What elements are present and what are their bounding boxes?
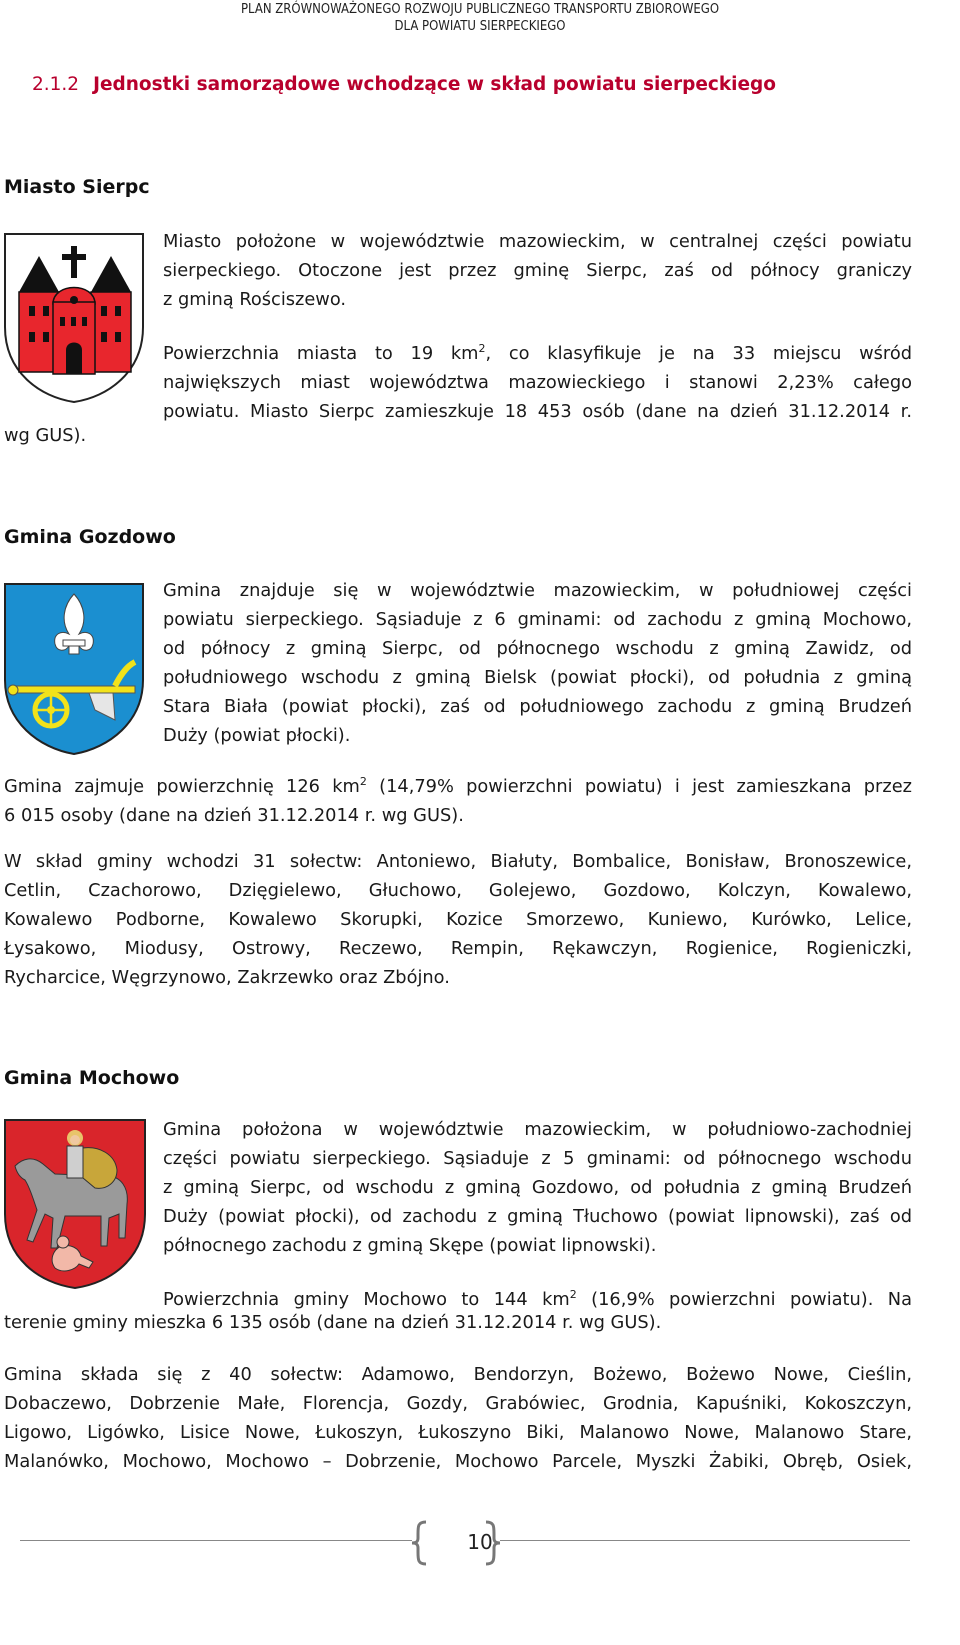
text-line: 6 015 osoby (dane na dzień 31.12.2014 r. wg GUS).: [4, 804, 464, 826]
gozdowo-coat-of-arms-image: [3, 582, 145, 756]
superscript: 2: [569, 1288, 577, 1301]
heading-sierpc: Miasto Sierpc: [4, 176, 150, 198]
gozdowo-paragraph-3: [4, 847, 912, 992]
text-run: Powierzchnia gminy Mochowo to 144 km: [163, 1288, 570, 1310]
text-line: Rycharcice, Węgrzynowo, Zakrzewko oraz Zbójno.: [4, 967, 450, 988]
text-line: Łysakowo, Miodusy, Ostrowy, Reczewo, Rempin, Rękawczyn, Rogienice, Rogieniczki,: [4, 938, 912, 959]
section-title-text: Jednostki samorządowe wchodzące w skład powiatu sierpeckiego: [93, 74, 776, 95]
section-number: 2.1.2: [32, 74, 80, 95]
text-line: Cetlin, Czachorowo, Dzięgielewo, Głuchowo, Golejewo, Gozdowo, Kolczyn, Kowalewo,: [4, 880, 912, 901]
text-line: powiatu. Miasto Sierpc zamieszkuje 18 453 osób (dane na dzień 31.12.2014 r.: [163, 400, 912, 422]
text-line: Gmina składa się z 40 sołectw: Adamowo, Bendorzyn, Bożewo, Bożewo Nowe, Cieślin,: [4, 1364, 912, 1385]
text-line: Duży (powiat płocki), od zachodu z gminą Tłuchowo (powiat lipnowski), zaś od: [163, 1206, 912, 1227]
text-line: [4, 767, 912, 801]
text-line: z gminą Rościszewo.: [163, 289, 347, 310]
text-line: części powiatu sierpeckiego. Sąsiaduje z 5 gminami: od północnego wschodu: [163, 1148, 912, 1169]
superscript: 2: [478, 342, 486, 355]
mochowo-paragraph-2-tail: [4, 1308, 912, 1337]
text-line: Gmina położona w województwie mazowieckim, w południowo-zachodniej: [163, 1119, 912, 1140]
footer-rule-left: [20, 1540, 412, 1541]
text-line: terenie gminy mieszka 6 135 osób (dane na dzień 31.12.2014 r. wg GUS).: [4, 1312, 662, 1333]
text-line: Malanówko, Mochowo, Mochowo – Dobrzenie, Mochowo Parcele, Myszki Żabiki, Obręb, Osiek,: [4, 1451, 912, 1472]
text-line: powiatu sierpeckiego. Sąsiaduje z 6 gminami: od zachodu z gminą Mochowo,: [163, 609, 912, 630]
text-line: W skład gminy wchodzi 31 sołectw: Antoniewo, Białuty, Bombalice, Bonisław, Bronoszewice,: [4, 851, 912, 872]
sierpc-paragraph-1: [163, 227, 912, 314]
gozdowo-paragraph-1: [163, 576, 912, 750]
text-line: Gmina znajduje się w województwie mazowieckim, w południowej części: [163, 580, 912, 601]
sierpc-coat-of-arms-image: [3, 232, 145, 404]
text-run: Powierzchnia miasta to 19 km: [163, 342, 479, 364]
mochowo-coat-of-arms-image: [3, 1118, 147, 1290]
mochowo-paragraph-1: [163, 1115, 912, 1260]
text-line: z gminą Sierpc, od wschodu z gminą Gozdowo, od południa z gminą Brudzeń: [163, 1177, 912, 1198]
page-number: 10: [467, 1530, 493, 1554]
heading-mochowo: Gmina Mochowo: [4, 1067, 180, 1089]
text-line: Miasto położone w województwie mazowieckim, w centralnej części powiatu: [163, 231, 912, 252]
text-line: Kowalewo Podborne, Kowalewo Skorupki, Kozice Smorzewo, Kuniewo, Kurówko, Lelice,: [4, 909, 912, 930]
text-line: Ligowo, Ligówko, Lisice Nowe, Łukoszyn, Łukoszyno Biki, Malanowo Nowe, Malanowo Stare,: [4, 1422, 912, 1443]
header-line-2: DLA POWIATU SIERPECKIEGO: [394, 19, 566, 34]
footer-rule-right: [500, 1540, 910, 1541]
superscript: 2: [359, 775, 367, 788]
text-line: sierpeckiego. Otoczone jest przez gminę Sierpc, zaś od północy graniczy: [163, 260, 912, 281]
text-line: [163, 334, 912, 368]
text-line: Stara Biała (powiat płocki), zaś od południowego zachodu z gminą Brudzeń: [163, 696, 912, 717]
text-run: Gmina zajmuje powierzchnię 126 km: [4, 775, 360, 797]
text-run: , co klasyfikuje je na 33 miejscu wśród: [485, 342, 912, 364]
text-line: Duży (powiat płocki).: [163, 725, 351, 746]
text-line: wg GUS).: [4, 425, 87, 446]
text-line: północnego zachodu z gminą Skępe (powiat lipnowski).: [163, 1235, 657, 1256]
text-line: od północy z gminą Sierpc, od północnego wschodu z gminą Zawidz, od: [163, 638, 912, 659]
heading-gozdowo: Gmina Gozdowo: [4, 526, 176, 548]
footer-brace-left-icon: [410, 1520, 430, 1566]
section-title: [32, 74, 776, 95]
header-line-1: PLAN ZRÓWNOWAŻONEGO ROZWOJU PUBLICZNEGO TRANSPORTU ZBIOROWEGO: [240, 2, 720, 17]
text-line: południowego wschodu z gminą Bielsk (powiat płocki), od południa z gminą: [163, 667, 912, 688]
text-line: Dobaczewo, Dobrzenie Małe, Florencja, Gozdy, Grabówiec, Grodnia, Kapuśniki, Kokoszczyn,: [4, 1393, 912, 1414]
text-line: największych miast województwa mazowieckiego i stanowi 2,23% całego: [163, 371, 912, 393]
text-run: (16,9% powierzchni powiatu). Na: [576, 1288, 913, 1310]
text-run: (14,79% powierzchni powiatu) i jest zamieszkana przez: [366, 775, 912, 797]
sierpc-paragraph-2: [163, 334, 912, 426]
sierpc-paragraph-2-tail: [4, 421, 304, 450]
gozdowo-paragraph-2: [4, 767, 912, 830]
mochowo-paragraph-3: [4, 1360, 912, 1476]
